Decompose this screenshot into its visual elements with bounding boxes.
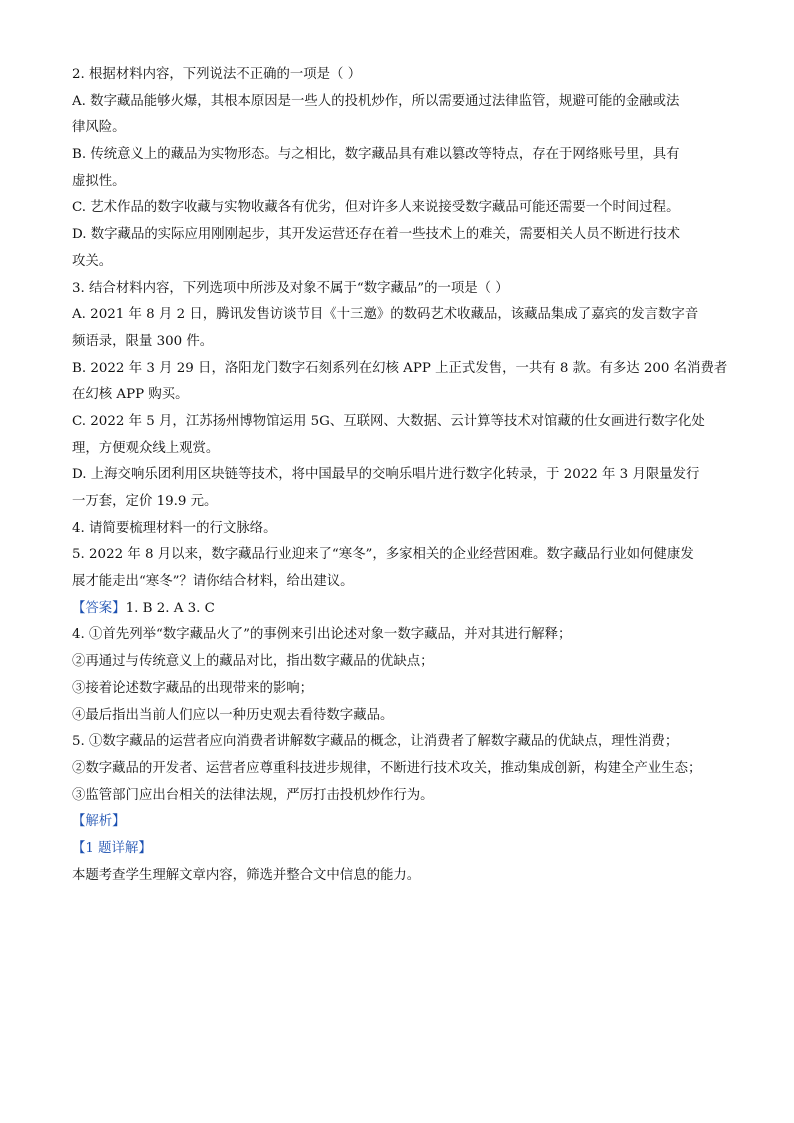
- text-line-answer: [72, 596, 732, 623]
- text-line-question: 2. 根据材料内容，下列说法不正确的一项是（ ）: [72, 67, 362, 82]
- text-line-option: C. 艺术作品的数字收藏与实物收藏各有优劣，但对许多人来说接受数字藏品可能还需要一个时间过程。: [72, 200, 680, 216]
- text-line-question: 5. 2022 年 8 月以来，数字藏品行业迎来了“寒冬”，多家相关的企业经营困难。数字藏品行业如何健康发: [72, 547, 694, 563]
- text-line-option: 在幻核 APP 购买。: [72, 387, 189, 403]
- text-line-option: A. 2021 年 8 月 2 日，腾讯发售访谈节目《十三邀》的数码艺术收藏品，该藏品集成了嘉宾的发言数字音: [72, 307, 699, 323]
- text-line-option: C. 2022 年 5 月，江苏扬州博物馆运用 5G、互联网、大数据、云计算等技术对馆藏的仕女画进行数字化处: [72, 413, 705, 429]
- text-line-answer: ②数字藏品的开发者、运营者应尊重科技进步规律，不断进行技术攻关，推动集成创新，构建全产业生态；: [72, 760, 702, 776]
- document-body: [72, 62, 732, 889]
- text-line-option: D. 数字藏品的实际应用刚刚起步，其开发运营还存在着一些技术上的难关，需要相关人员不断进行技术: [72, 227, 680, 243]
- text-line-answer: ④最后指出当前人们应以一种历史观去看待数字藏品。: [72, 707, 394, 723]
- text-line-option: 理，方便观众线上观赏。: [72, 440, 220, 456]
- text-line-option: 一万套，定价 19.9 元。: [72, 494, 218, 509]
- text-line-option: A. 数字藏品能够火爆，其根本原因是一些人的投机炒作，所以需要通过法律监管，规避可能的金融或法: [72, 93, 680, 109]
- text-line-option: D. 上海交响乐团利用区块链等技术，将中国最早的交响乐唱片进行数字化转录，于 2022 年 3 月限量发行: [72, 467, 700, 483]
- text-line-answer: 5. ①数字藏品的运营者应向消费者讲解数字藏品的概念，让消费者了解数字藏品的优缺点，理性消费；: [72, 734, 679, 750]
- section-label: 【解析】: [72, 814, 126, 830]
- text-line-option: 虚拟性。: [72, 173, 126, 189]
- text-line-option: 攻关。: [72, 253, 113, 269]
- text-line-answer: ③监管部门应出台相关的法律法规，严厉打击投机炒作行为。: [72, 787, 434, 803]
- text-line-question: 4. 请简要梳理材料一的行文脉络。: [72, 520, 277, 536]
- text-line-analysis: [72, 836, 732, 863]
- text-line-analysis: 本题考查学生理解文章内容，筛选并整合文中信息的能力。: [72, 867, 421, 883]
- text-line-option: B. 传统意义上的藏品为实物形态。与之相比，数字藏品具有难以篡改等特点，存在于网络账号里，具有: [72, 147, 680, 163]
- section-text: 1. B 2. A 3. C: [125, 600, 215, 616]
- text-line-option: B. 2022 年 3 月 29 日，洛阳龙门数字石刻系列在幻核 APP 上正式发售，一共有 8 款。有多达 200 名消费者: [72, 360, 728, 376]
- section-label: 【答案】: [72, 600, 126, 616]
- section-label: 【1 题详解】: [72, 840, 152, 856]
- text-line-answer: ③接着论述数字藏品的出现带来的影响；: [72, 680, 314, 696]
- text-line-answer: ②再通过与传统意义上的藏品对比，指出数字藏品的优缺点；: [72, 654, 434, 670]
- text-line-analysis: [72, 809, 732, 836]
- text-line-option: 律风险。: [72, 120, 126, 136]
- text-line-answer: 4. ①首先列举“数字藏品火了”的事例来引出论述对象一数字藏品，并对其进行解释；: [72, 627, 572, 643]
- text-line-option: 频语录，限量 300 件。: [72, 333, 214, 349]
- text-line-question: 3. 结合材料内容，下列选项中所涉及对象不属于“数字藏品”的一项是（ ）: [72, 280, 509, 296]
- text-line-question: 展才能走出“寒冬”？请你结合材料，给出建议。: [72, 574, 354, 590]
